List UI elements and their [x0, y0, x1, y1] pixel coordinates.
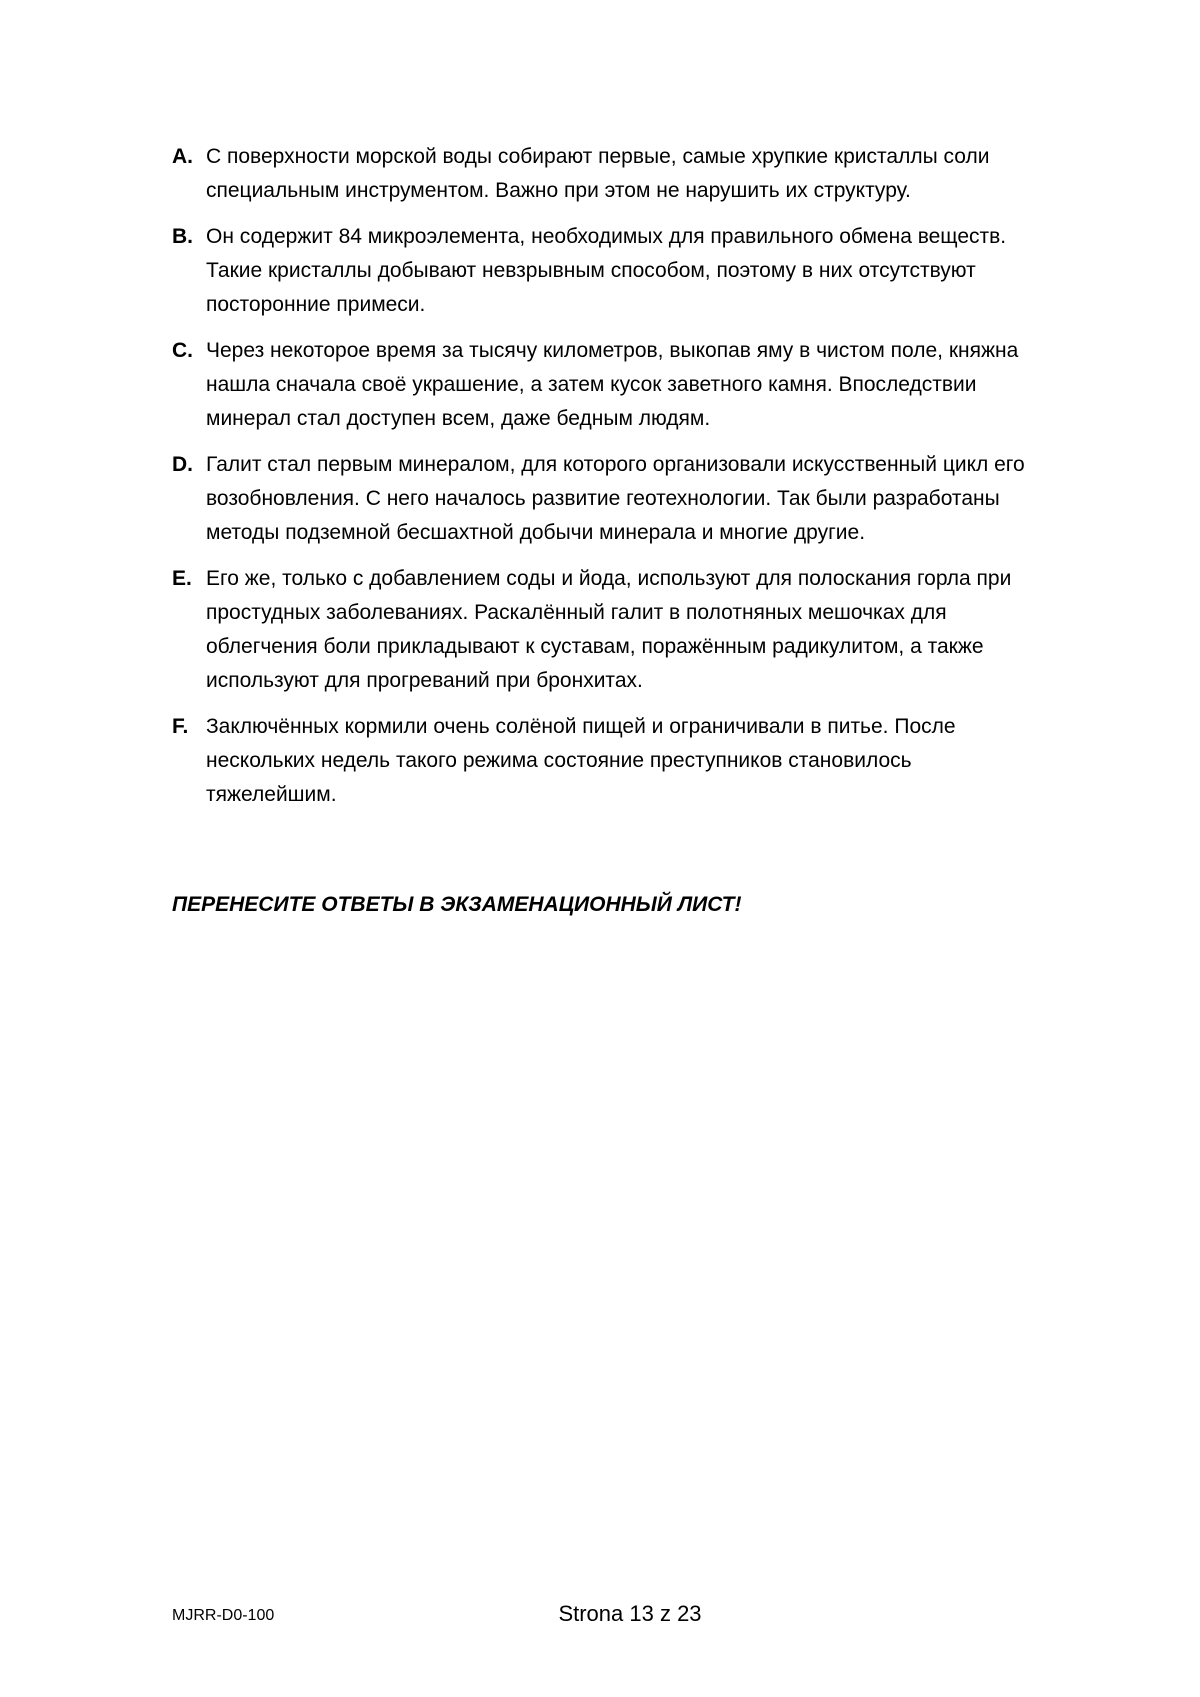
option-text: Через некоторое время за тысячу километров, выкопав яму в чистом поле, княжна нашла сначала своё украшение, а затем кусок заветного камня. Впоследствии минерал стал доступен всем, даже бедным людям.: [206, 339, 1019, 430]
option-c: [172, 334, 1092, 436]
answer-options-list: [172, 140, 1092, 824]
option-text: Его же, только с добавлением соды и йода, используют для полоскания горла при простудных заболеваниях. Раскалённый галит в полотняных мешочках для облегчения боли прикладывают к суставам, поражённым радикулитом, а также используют для прогреваний при бронхитах.: [206, 567, 1012, 692]
exam-code: MJRR-D0-100: [172, 1607, 275, 1624]
option-letter: E.: [172, 567, 192, 590]
option-text: Он содержит 84 микроэлемента, необходимых для правильного обмена веществ. Такие кристаллы добывают невзрывным способом, поэтому в них отсутствуют посторонние примеси.: [206, 225, 1007, 316]
option-a: [172, 140, 1092, 208]
option-d: [172, 448, 1092, 550]
option-text: С поверхности морской воды собирают первые, самые хрупкие кристаллы соли специальным инструментом. Важно при этом не нарушить их структуру.: [206, 145, 990, 202]
option-letter: C.: [172, 339, 193, 362]
page-number: Strona 13 z 23: [558, 1601, 702, 1626]
option-b: [172, 220, 1092, 322]
option-text: Галит стал первым минералом, для которого организовали искусственный цикл его возобновления. С него началось развитие геотехнологии. Так были разработаны методы подземной бесшахтной добычи минерала и многие другие.: [206, 453, 1025, 544]
transfer-answers-instruction: ПЕРЕНЕСИТЕ ОТВЕТЫ В ЭКЗАМЕНАЦИОННЫЙ ЛИСТ!: [172, 893, 742, 916]
option-letter: D.: [172, 453, 193, 476]
option-f: [172, 710, 1092, 812]
option-letter: F.: [172, 715, 189, 738]
option-text: Заключённых кормили очень солёной пищей и ограничивали в питье. После нескольких недель такого режима состояние преступников становилось тяжелейшим.: [206, 715, 956, 806]
option-letter: A.: [172, 145, 193, 168]
option-letter: B.: [172, 225, 193, 248]
option-e: [172, 562, 1092, 698]
